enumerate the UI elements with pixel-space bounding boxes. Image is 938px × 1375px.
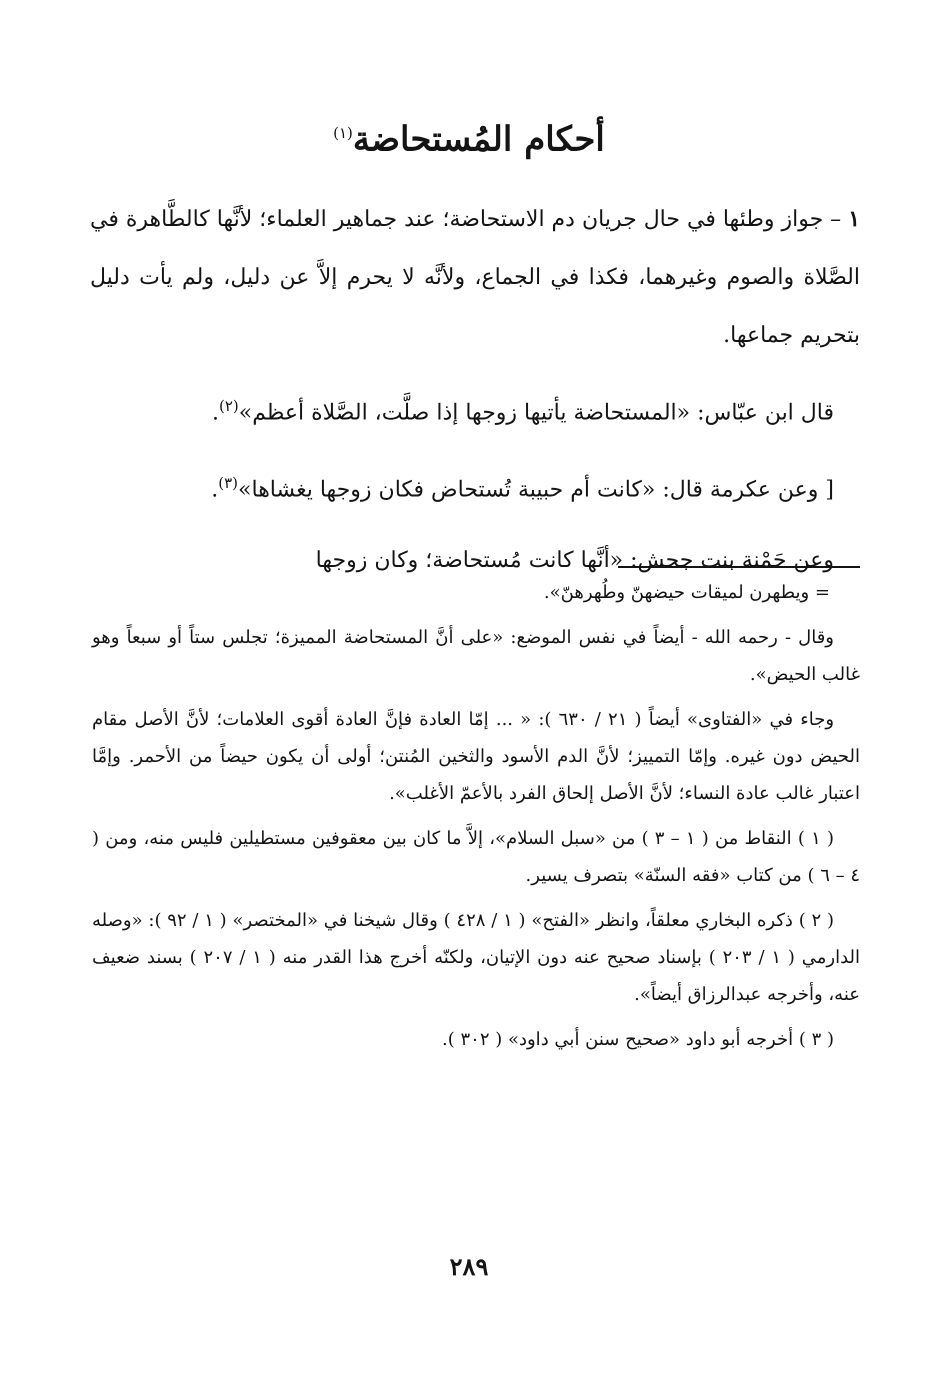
- footnotes: [92, 574, 860, 1066]
- paragraph-hamna-text: وعن حَمْنة بنت جحش: «أنَّها كانت مُستحاضة؛ وكان زوجها: [315, 547, 834, 573]
- footnote-ref-2: (٢): [218, 397, 239, 415]
- footnote-continuation-b: وجاء في «الفتاوى» أيضاً ( ٢١ / ٦٣٠ ): « ... إمّا العادة فإنَّ العادة أقوى العلامات؛ لأنَّ الأصل مقام الحيض دون غيره. وإمّا التمييز؛ لأنَّ الدم الأسود والثخين المُنتن؛ أولى أن يكون حيضاً من الأحمر. وإمَّا اعتبار غالب عادة النساء؛ لأنَّ الأصل إلحاق الفرد بالأعمّ الأغلب».: [92, 709, 860, 804]
- page-number: ٢٨٩: [449, 1252, 489, 1281]
- footnote-ref-3: (٣): [218, 474, 239, 493]
- chapter-title-text: أحكام المُستحاضة: [352, 119, 605, 160]
- chapter-title: [0, 108, 938, 164]
- main-text: [90, 190, 860, 602]
- paragraph-ibn-abbas-text: قال ابن عبّاس: «المستحاضة يأتيها زوجها إذا صلَّت، الصَّلاة أعظم»: [238, 400, 834, 426]
- paragraph-1: [90, 190, 860, 365]
- paragraph-1-number: ١: [848, 206, 861, 232]
- paragraph-ibn-abbas-end: .: [211, 400, 219, 426]
- footnote-1: ( ١ ) النقاط من ( ١ – ٣ ) من «سبل السلام»، إلاَّ ما كان بين معقوفين مستطيلين فليس منه، ومن ( ٤ – ٦ ) من كتاب «فقه السنّة» بتصرف يسير.: [92, 828, 860, 886]
- footnote-2: ( ٢ ) ذكره البخاري معلقاً، وانظر «الفتح» ( ١ / ٤٢٨ ) وقال شيخنا في «المختصر» ( ١ / ٩٢ ): «وصله الدارمي ( ١ / ٢٠٣ ) بإسناد صحيح عنه دون الإتيان، ولكنّه أخرج هذا القدر منه ( ١ / ٢٠٧ ) بسند ضعيف عنه، وأخرجه عبدالرزاق أيضاً».: [92, 910, 860, 1005]
- footnote-continuation: = ويطهرن لميقات حيضهنّ وطُهرهنّ».: [543, 582, 830, 603]
- footnote-separator: [618, 566, 860, 568]
- paragraph-1-text: – جواز وطئها في حال جريان دم الاستحاضة؛ عند جماهير العلماء؛ لأنَّها كالطَّاهرة في الصَّلاة والصوم وغيرهما، فكذا في الجماع، ولأنَّه لا يحرم إلاَّ عن دليل، ولم يأت دليل بتحريم جماعها.: [90, 207, 860, 348]
- title-footnote-ref: (١): [333, 124, 353, 142]
- footnote-continuation-a: وقال - رحمه الله - أيضاً في نفس الموضع: «على أنَّ المستحاضة المميزة؛ تجلس ستاً أو سبعاً وهو غالب الحيض».: [92, 627, 860, 685]
- paragraph-ibn-abbas: [90, 377, 860, 442]
- footnote-3: ( ٣ ) أخرجه أبو داود «صحيح سنن أبي داود» ( ٣٠٢ ).: [442, 1029, 834, 1050]
- paragraph-ikrima: [90, 454, 860, 519]
- paragraph-ikrima-text: [ وعن عكرمة قال: «كانت أم حبيبة تُستحاض فكان زوجها يغشاها»: [238, 477, 834, 503]
- paragraph-ikrima-end: .: [211, 477, 219, 503]
